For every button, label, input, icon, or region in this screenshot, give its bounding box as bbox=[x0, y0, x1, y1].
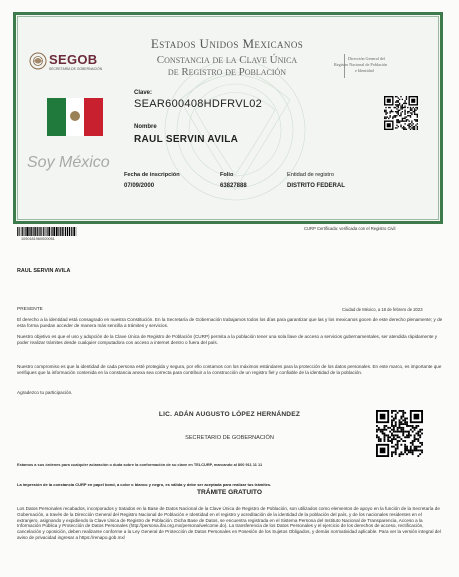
nombre-label: Nombre bbox=[134, 124, 157, 130]
mexico-flag-icon bbox=[47, 98, 103, 136]
signer-name: LIC. ADÁN AUGUSTO LÓPEZ HERNÁNDEZ bbox=[158, 411, 301, 418]
barcode-number: 1090181960000051 bbox=[21, 237, 55, 241]
contact-line: Estamos a sus órdenes para cualquier aclaración o duda sobre la conformación de su clave en TELCURP, marcando al 800 911 11 11 bbox=[17, 462, 263, 467]
letter-date: Ciudad de México, a 18 de febrero de 2023 bbox=[342, 307, 423, 312]
signer-title: SECRETARIO DE GOBERNACIÓN bbox=[185, 435, 274, 441]
paragraph-2: Nuestro objetivo es que el uso y adopción de la Clave Única de Registro de Población (CURP) permita a la población tener una sola llave de acceso a servicios gubernamentales, ser atendida rápidamente y poder realizar trámites desde cualquier computadora con acceso a internet dentro o fuera del país. bbox=[17, 334, 438, 345]
fecha-value: 07/09/2000 bbox=[124, 183, 155, 189]
segob-emblem-icon bbox=[29, 52, 47, 70]
soy-mexico-watermark: Soy México bbox=[27, 154, 110, 171]
thanks-line: Agradezco tu participación. bbox=[17, 390, 73, 395]
document-subtitle-line1: Constancia de la Clave Única bbox=[156, 54, 298, 66]
clave-label: Clave: bbox=[134, 90, 153, 96]
paragraph-3: Nuestro compromiso es que la identidad de cada persona esté protegida y segura, por ello contamos con los máximos estándares para la protección de los datos personales. En este marco, es importante que verifiques que la información contenida en la constancia anexa sea correcta para contribuir a la construcción de un registro fiel y confiable de la identidad de la población. bbox=[17, 364, 442, 375]
free-procedure-label: TRÁMITE GRATUITO bbox=[197, 489, 262, 496]
recipient-name: RAUL SERVIN AVILA bbox=[17, 268, 71, 274]
agency-line3: e Identidad bbox=[355, 68, 374, 73]
agency-line2: Registro Nacional de Población bbox=[334, 62, 388, 67]
barcode-icon bbox=[17, 227, 77, 236]
qr-code-verification-icon bbox=[376, 410, 423, 457]
nombre-value: RAUL SERVIN AVILA bbox=[134, 134, 239, 145]
privacy-notice: Los Datos Personales recabados, incorporados y tratados en la Base de Datos Nacional de la Clave Única de Registro de Población, son utilizados como elementos de apoyo en la función de la Secretaría de Gobernación, a través de la Dirección General del Registro Nacional de Población e Identidad en el registro y acreditación de la identidad de la población del país, y de los nacionales residentes en el extranjero, asignando y expidiendo la Clave Única de Registro de Población. Dicha Base de Datos, se encuentra registrada en el Sistema Persona del Instituto Nacional de Transparencia, Acceso a la Información Pública y Protección de Datos Personales (http://persona.ifai.org.mx/persona/welcome.do). La transferencia de los Datos Personales y el ejercicio de los derechos de acceso, rectificación, cancelación y oposición, deben realizarse conforme a la Ley General de Protección de Datos Personales en Posesión de los Sujetos Obligados, y demás normatividad aplicable. Para ver la versión integral del aviso de privacidad ingresar a https://renapo.gob.mx/ bbox=[17, 506, 441, 540]
entidad-label: Entidad de registro bbox=[287, 172, 334, 178]
segob-logo-subtext: SECRETARÍA DE GOBERNACIÓN bbox=[49, 67, 103, 71]
presente-label: PRESENTE bbox=[17, 307, 43, 312]
document-title: Estados Unidos Mexicanos bbox=[150, 36, 304, 51]
paragraph-1: El derecho a la identidad está consagrado en nuestra Constitución. En la Secretaría de Gobernación trabajamos todos los días para garantizar que las y los mexicanos gocen de este derecho plenamente; y de esta forma puedan acceder de manera más sencilla a trámites y servicios. bbox=[17, 317, 443, 328]
print-validity-note: La impresión de la constancia CURP en papel bond, a color o blanco y negro, es válida y debe ser aceptada para realizar tus trámites. bbox=[17, 482, 272, 487]
agency-line1: Dirección General del bbox=[348, 56, 385, 61]
folio-value: 63827888 bbox=[220, 183, 247, 189]
entidad-value: DISTRITO FEDERAL bbox=[287, 183, 345, 189]
document-subtitle-line2: de Registro de Población bbox=[167, 66, 287, 78]
segob-logo-text: SEGOB bbox=[49, 52, 98, 67]
certified-note: CURP Certificada: verificada con el Registro Civil bbox=[304, 226, 396, 231]
clave-value: SEAR600408HDFRVL02 bbox=[134, 98, 263, 110]
qr-code-icon bbox=[384, 96, 418, 130]
folio-label: Folio bbox=[220, 172, 234, 178]
fecha-label: Fecha de inscripción bbox=[124, 172, 180, 178]
